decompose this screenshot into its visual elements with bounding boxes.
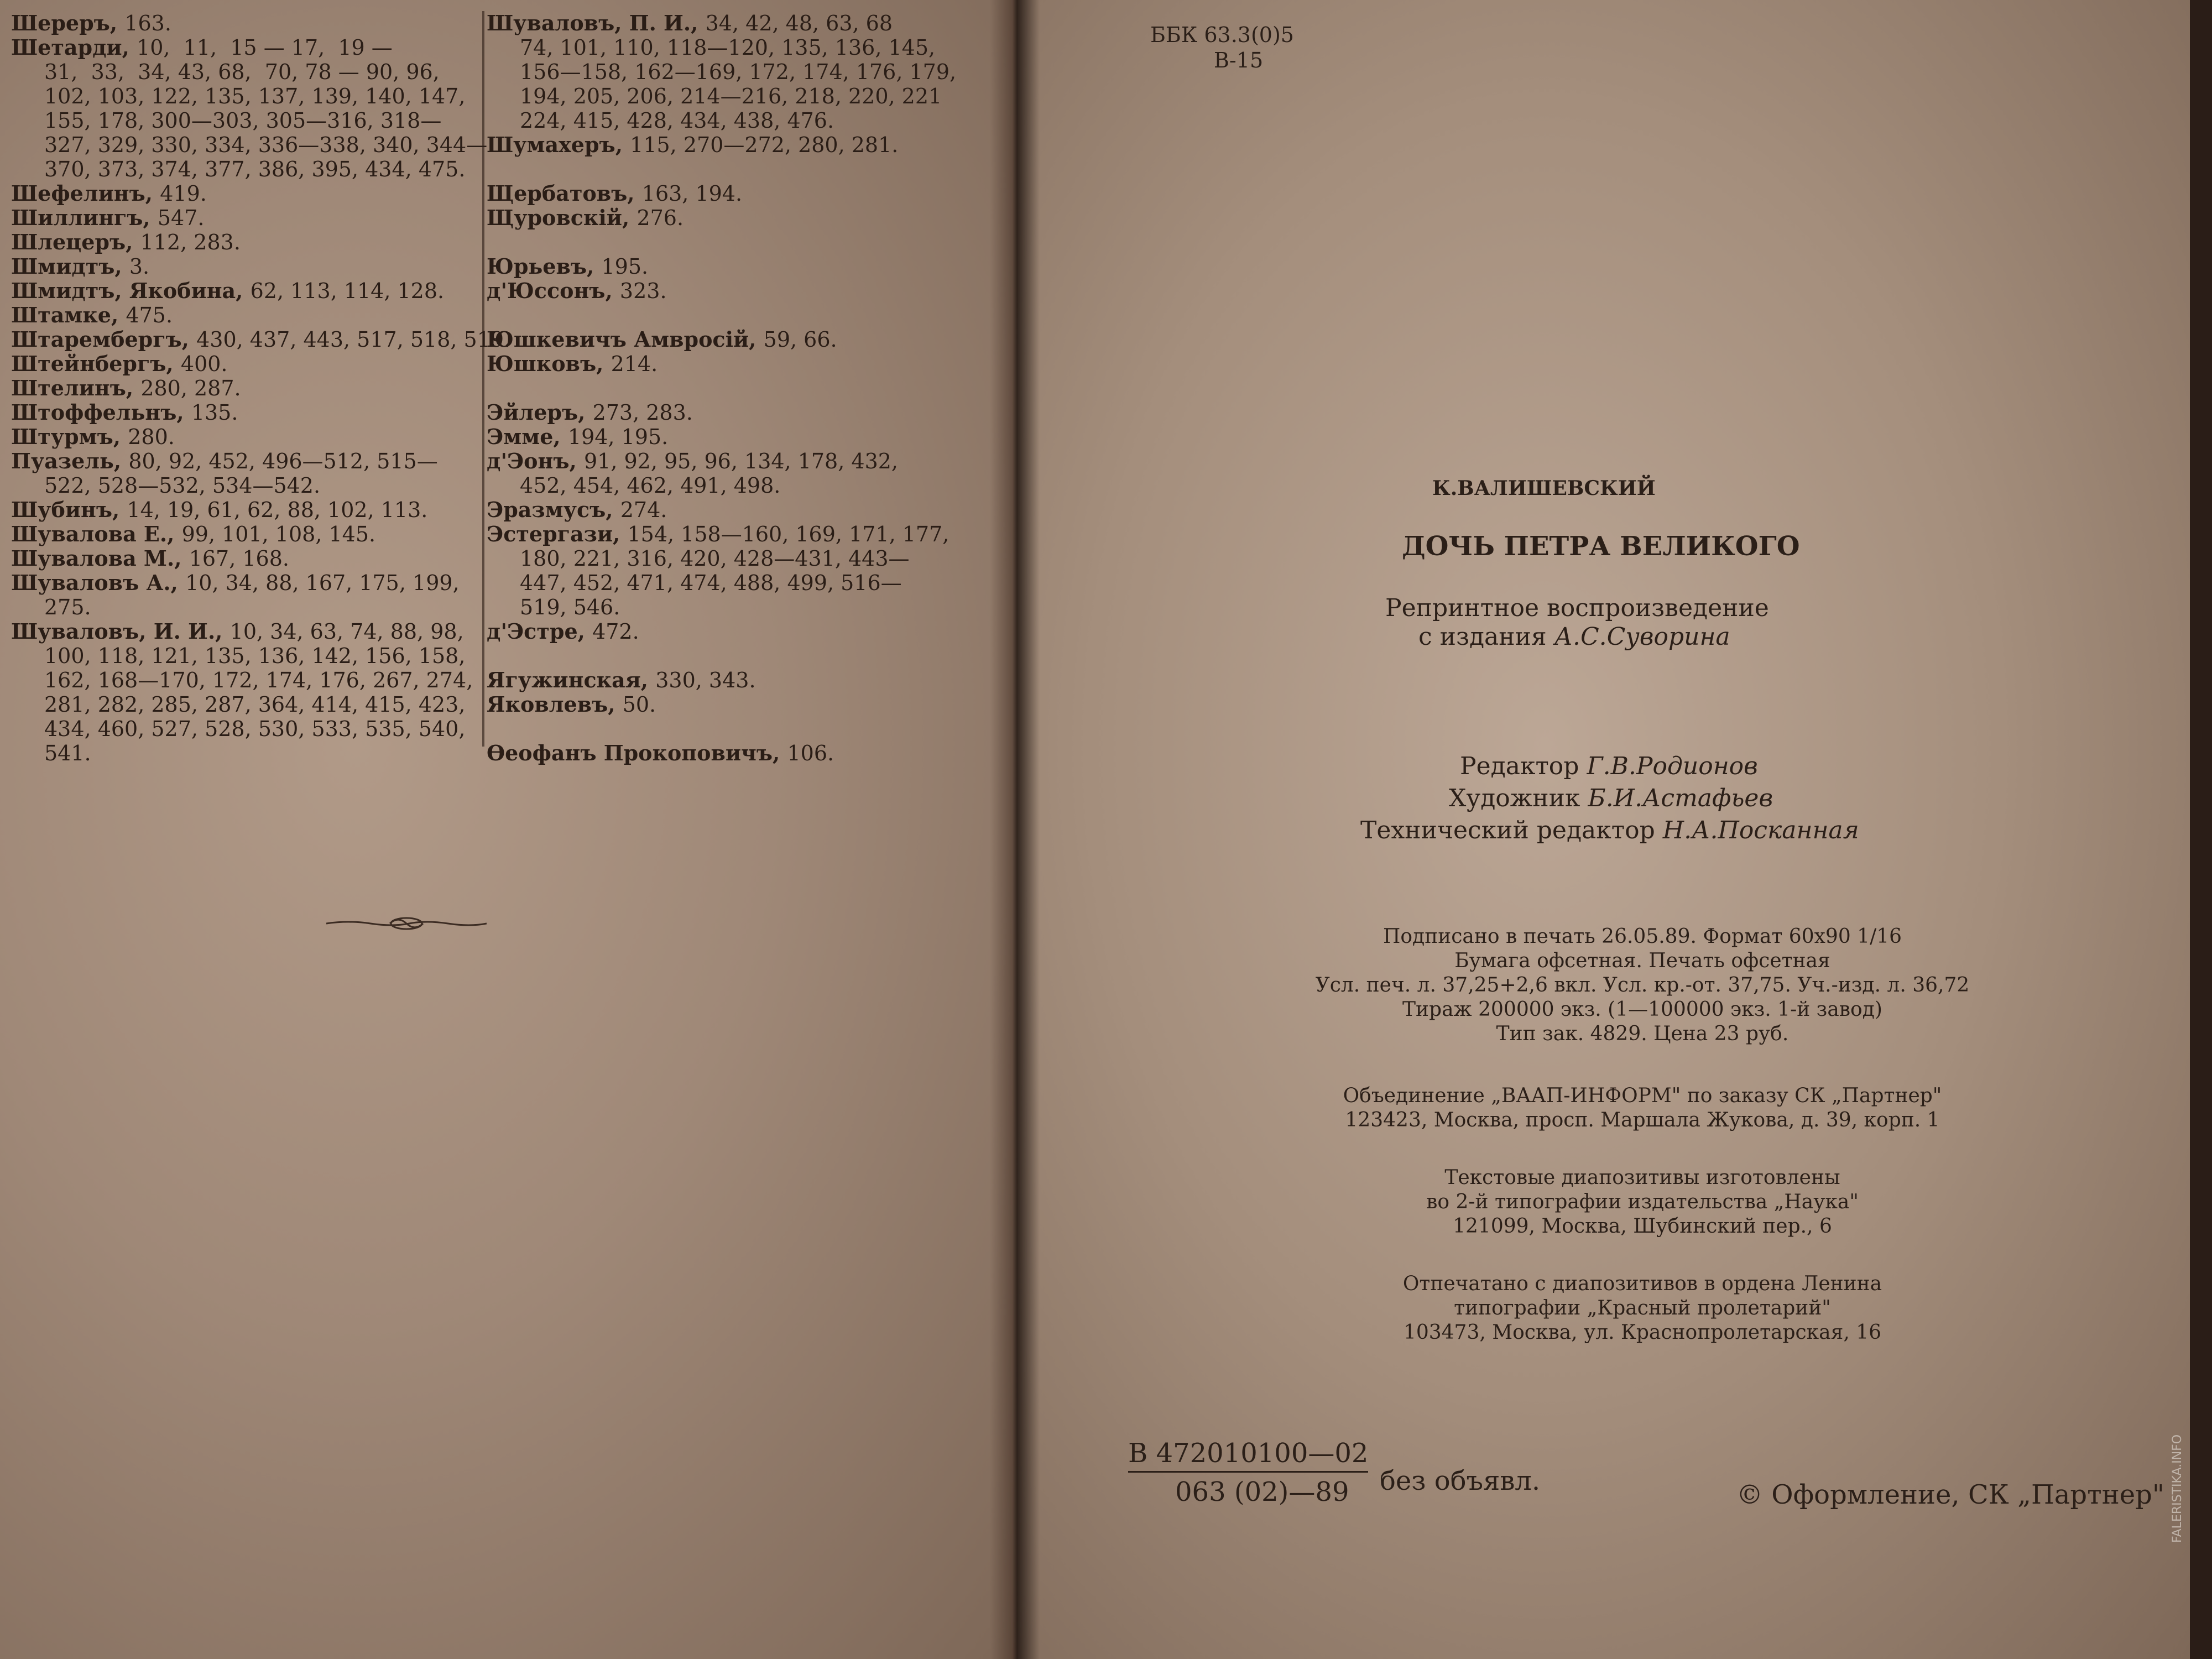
index-entry <box>487 498 962 522</box>
index-entry <box>11 619 481 644</box>
imprint-line: 103473, Москва, ул. Краснопролетарская, 16 <box>1403 1321 1882 1344</box>
imprint-printing-info <box>1255 925 2030 1046</box>
index-entry <box>487 327 962 352</box>
index-entry-name: Шефелинъ, <box>11 181 160 206</box>
bbk-index: В-15 <box>1214 48 1264 72</box>
index-entry-pages: 224, 415, 428, 434, 438, 476. <box>520 108 834 133</box>
index-entry-name: Шувалова Е., <box>11 521 182 546</box>
index-entry-pages: 274. <box>620 498 667 522</box>
index-entry-name: Щербатовъ, <box>487 181 642 206</box>
index-entry <box>487 595 962 619</box>
index-entry <box>487 522 962 546</box>
index-entry <box>487 108 962 133</box>
index-entry <box>11 425 481 449</box>
index-entry <box>487 303 962 327</box>
imprint-publisher <box>1255 1084 2030 1133</box>
credit-role: Редактор <box>1460 752 1587 780</box>
index-entry-name: д'Юссонъ, <box>487 278 620 303</box>
index-entry <box>11 181 481 206</box>
index-entry-pages: 167, 168. <box>189 546 289 571</box>
index-entry <box>11 498 481 522</box>
index-entry <box>487 206 962 230</box>
index-entry-name: Щуровскій, <box>487 205 637 230</box>
index-entry-name: Шмидтъ, <box>11 254 129 279</box>
index-entry <box>11 206 481 230</box>
imprint-line: Подписано в печать 26.05.89. Формат 60х90 1/16 <box>1383 925 1902 948</box>
index-entry-pages: 10, 11, 15 — 17, 19 — <box>137 35 393 60</box>
credit-line <box>1460 752 1758 780</box>
bbk-code: ББК 63.3(0)5 <box>1150 23 1294 47</box>
index-entry-name: Штейнбергъ, <box>11 351 181 376</box>
index-entry-pages: 472. <box>592 619 639 644</box>
index-entry-pages: 59, 66. <box>763 327 837 352</box>
index-entry-pages: 323. <box>619 279 667 303</box>
index-entry <box>11 717 481 741</box>
index-entry-name: Яковлевъ, <box>487 692 623 717</box>
index-entry-name: Штурмъ, <box>11 424 128 449</box>
index-entry-name: д'Эонъ, <box>487 448 584 473</box>
index-entry-name: Юрьевъ, <box>487 254 602 279</box>
index-entry <box>11 595 481 619</box>
index-entry-pages: 275. <box>44 595 91 619</box>
index-entry <box>487 400 962 425</box>
index-entry-pages: 3. <box>129 254 150 279</box>
index-entry <box>487 449 962 473</box>
imprint-diapositives <box>1255 1166 2030 1239</box>
index-entry <box>487 717 962 741</box>
imprint-line: Тип зак. 4829. Цена 23 руб. <box>1496 1022 1789 1045</box>
author: К.ВАЛИШЕВСКИЙ <box>1432 477 1656 500</box>
index-entry-pages: 135. <box>191 400 238 425</box>
index-entry <box>11 376 481 400</box>
ornament-divider <box>326 912 487 935</box>
index-entry-pages: 74, 101, 110, 118—120, 135, 136, 145, <box>520 35 936 60</box>
index-entry-pages: 180, 221, 316, 420, 428—431, 443— <box>520 546 910 571</box>
index-entry-name: Шиллингъ, <box>11 205 158 230</box>
index-entry-pages: 280. <box>128 425 175 449</box>
index-entry-name: Шетарди, <box>11 35 137 60</box>
index-entry-pages: 547. <box>157 206 205 230</box>
imprint-printer <box>1255 1272 2030 1345</box>
index-entry-name: Шуваловъ, И. И., <box>11 619 230 644</box>
credit-line <box>1449 784 1773 812</box>
index-entry <box>487 741 962 765</box>
credit-role: Художник <box>1449 784 1588 812</box>
index-entry <box>487 546 962 571</box>
index-entry-pages: 194, 205, 206, 214—216, 218, 220, 221 <box>520 84 942 108</box>
index-entry-name: Шумахеръ, <box>487 132 630 157</box>
imprint-line: 121099, Москва, Шубинский пер., 6 <box>1453 1215 1832 1238</box>
index-entry-pages <box>520 644 526 668</box>
index-entry <box>487 571 962 595</box>
credit-name: Н.А.Посканная <box>1662 816 1859 844</box>
index-entry-pages: 273, 283. <box>592 400 693 425</box>
index-entry <box>11 571 481 595</box>
index-entry-name: Штелинъ, <box>11 375 141 400</box>
index-entry-pages: 34, 42, 48, 63, 68 <box>705 11 893 35</box>
index-entry-pages: 541. <box>44 741 91 765</box>
index-entry-pages: 91, 92, 95, 96, 134, 178, 432, <box>583 449 899 473</box>
index-entry-name: Шуваловъ А., <box>11 570 186 595</box>
book-code-bottom: 063 (02)—89 <box>1175 1477 1349 1507</box>
index-entry-pages: 14, 19, 61, 62, 88, 102, 113. <box>127 498 428 522</box>
index-entry-pages: 106. <box>787 741 834 765</box>
index-entry <box>11 35 481 60</box>
index-entry-pages: 162, 168—170, 172, 174, 176, 267, 274, <box>44 668 473 692</box>
index-entry <box>11 352 481 376</box>
index-entry-pages: 102, 103, 122, 135, 137, 139, 140, 147, <box>44 84 466 108</box>
index-entry <box>11 400 481 425</box>
subtitle-line1: Репринтное воспроизведение <box>1385 594 1769 622</box>
index-entry-pages: 100, 118, 121, 135, 136, 142, 156, 158, <box>44 644 466 668</box>
index-entry-pages: 31, 33, 34, 43, 68, 70, 78 — 90, 96, <box>44 60 440 84</box>
index-entry-pages: 10, 34, 63, 74, 88, 98, <box>229 619 464 644</box>
index-entry-pages: 155, 178, 300—303, 305—316, 318— <box>44 108 442 133</box>
index-entry <box>487 35 962 60</box>
index-entry-name: Штарембергъ, <box>11 327 197 352</box>
index-entry-pages: 163. <box>124 11 171 35</box>
index-entry <box>11 157 481 181</box>
credit-name: Г.В.Родионов <box>1587 752 1758 780</box>
index-entry <box>11 279 481 303</box>
index-entry-pages: 430, 437, 443, 517, 518, 519. <box>196 327 511 352</box>
index-entry-name: Шлецеръ, <box>11 229 140 254</box>
index-entry-pages: 419. <box>160 181 207 206</box>
index-entry <box>487 157 962 181</box>
index-entry-pages <box>520 717 526 741</box>
index-entry-pages: 281, 282, 285, 287, 364, 414, 415, 423, <box>44 692 466 717</box>
index-entry-name: Пуазель, <box>11 448 129 473</box>
background-edge <box>2190 0 2212 1659</box>
index-column-divider <box>482 11 484 747</box>
index-entry-pages: 214. <box>611 352 658 376</box>
book-title: ДОЧЬ ПЕТРА ВЕЛИКОГО <box>1402 531 1800 562</box>
index-entry-pages: 62, 113, 114, 128. <box>250 279 445 303</box>
index-entry <box>11 741 481 765</box>
imprint-line: типографии „Красный пролетарий" <box>1454 1297 1831 1319</box>
index-entry-name: Эстергази, <box>487 521 628 546</box>
imprint-line: Текстовые диапозитивы изготовлены <box>1444 1166 1840 1189</box>
index-entry-name: Шереръ, <box>11 11 125 35</box>
no-ad-note: без объявл. <box>1380 1465 1541 1496</box>
credit-role: Технический редактор <box>1360 816 1663 844</box>
index-entry <box>487 352 962 376</box>
imprint-line: Объединение „ВААП-ИНФОРМ" по заказу СК „Партнер" <box>1343 1084 1942 1107</box>
index-entry-pages: 194, 195. <box>567 425 669 449</box>
index-entry-pages: 370, 373, 374, 377, 386, 395, 434, 475. <box>44 157 466 181</box>
index-entry-pages: 452, 454, 462, 491, 498. <box>520 473 781 498</box>
index-entry <box>11 473 481 498</box>
index-entry <box>487 425 962 449</box>
imprint-line: Тираж 200000 экз. (1—100000 экз. 1-й завод) <box>1402 998 1882 1021</box>
index-entry-name: Шуваловъ, П. И., <box>487 11 706 35</box>
imprint-line: во 2-й типографии издательства „Наука" <box>1426 1191 1859 1213</box>
index-entry-pages: 163, 194. <box>641 181 743 206</box>
index-entry-pages: 10, 34, 88, 167, 175, 199, <box>185 571 460 595</box>
index-entry <box>11 692 481 717</box>
index-entry-name: Штоффельнъ, <box>11 400 191 425</box>
index-entry <box>487 230 962 254</box>
index-entry <box>487 692 962 717</box>
subtitle-line2: с издания А.С.Суворина <box>1418 623 1730 651</box>
index-entry-name: Штамке, <box>11 302 126 327</box>
index-entry <box>487 668 962 692</box>
credit-line <box>1360 816 1859 844</box>
index-entry-pages: 280, 287. <box>140 376 241 400</box>
index-entry-pages: 434, 460, 527, 528, 530, 533, 535, 540, <box>44 717 466 741</box>
index-entry-name: Шувалова М., <box>11 546 189 571</box>
index-entry <box>11 644 481 668</box>
index-entry <box>487 11 962 35</box>
index-entry <box>11 522 481 546</box>
index-entry <box>11 11 481 35</box>
index-entry <box>11 254 481 279</box>
index-entry-pages: 112, 283. <box>140 230 241 254</box>
index-entry <box>11 449 481 473</box>
index-entry-name: Юшкевичъ Амвросій, <box>487 327 764 352</box>
index-entry <box>11 327 511 352</box>
index-column-right <box>487 11 962 765</box>
index-entry-pages <box>520 230 526 254</box>
index-entry <box>487 619 962 644</box>
index-entry-name: Ягужинская, <box>487 667 656 692</box>
index-entry-pages: 519, 546. <box>520 595 620 619</box>
index-entry-name: Ѳеофанъ Прокоповичъ, <box>487 740 787 765</box>
index-entry <box>487 60 962 84</box>
index-entry-name: Шубинъ, <box>11 497 127 522</box>
index-entry <box>487 473 962 498</box>
index-entry-pages: 195. <box>601 254 649 279</box>
copyright: © Оформление, СК „Партнер" <box>1736 1479 2164 1510</box>
index-entry-pages: 475. <box>126 303 173 327</box>
index-entry <box>487 279 962 303</box>
index-entry-pages: 99, 101, 108, 145. <box>181 522 376 546</box>
index-entry-pages: 115, 270—272, 280, 281. <box>630 133 899 157</box>
index-entry <box>11 668 481 692</box>
index-entry <box>487 376 962 400</box>
index-entry-pages: 156—158, 162—169, 172, 174, 176, 179, <box>520 60 957 84</box>
index-entry-name: Эразмусъ, <box>487 497 620 522</box>
index-entry-pages: 276. <box>637 206 684 230</box>
index-column-left <box>11 11 511 765</box>
index-entry <box>11 108 481 133</box>
imprint-line: 123423, Москва, просп. Маршала Жукова, д. 39, корп. 1 <box>1345 1109 1940 1131</box>
index-entry <box>11 60 481 84</box>
index-entry-pages: 400. <box>180 352 228 376</box>
index-entry-name: Юшковъ, <box>487 351 611 376</box>
index-entry <box>487 644 962 668</box>
index-entry <box>11 84 481 108</box>
watermark: FALERISTIKA.INFO <box>2171 1434 2184 1543</box>
index-entry <box>487 254 962 279</box>
index-entry <box>487 181 962 206</box>
index-entry-pages: 50. <box>622 692 656 717</box>
book-gutter <box>990 0 1040 1659</box>
index-entry-pages: 522, 528—532, 534—542. <box>44 473 321 498</box>
imprint-line: Усл. печ. л. 37,25+2,6 вкл. Усл. кр.-от. 37,75. Уч.-изд. л. 36,72 <box>1315 974 1970 997</box>
index-entry-name: Эйлеръ, <box>487 400 593 425</box>
imprint-line: Отпечатано с диапозитивов в ордена Ленина <box>1402 1272 1882 1295</box>
index-entry-pages: 447, 452, 471, 474, 488, 499, 516— <box>520 571 902 595</box>
index-entry-name: Эмме, <box>487 424 568 449</box>
index-entry <box>11 133 488 157</box>
credit-name: Б.И.Астафьев <box>1588 784 1773 812</box>
index-entry-pages <box>520 157 526 181</box>
index-entry <box>487 133 962 157</box>
book-code-top: В 472010100—02 <box>1128 1438 1368 1473</box>
index-entry <box>487 84 962 108</box>
index-entry-name: д'Эстре, <box>487 619 593 644</box>
imprint-line: Бумага офсетная. Печать офсетная <box>1454 950 1830 972</box>
index-entry-name: Шмидтъ, Якобина, <box>11 278 251 303</box>
index-entry <box>11 546 481 571</box>
index-entry-pages <box>520 376 526 400</box>
index-entry-pages: 330, 343. <box>655 668 756 692</box>
index-entry-pages: 327, 329, 330, 334, 336—338, 340, 344— <box>44 133 488 157</box>
index-entry-pages <box>520 303 526 327</box>
index-entry <box>11 303 481 327</box>
index-entry-pages: 80, 92, 452, 496—512, 515— <box>128 449 438 473</box>
index-entry-pages: 154, 158—160, 169, 171, 177, <box>627 522 950 546</box>
index-entry <box>11 230 481 254</box>
